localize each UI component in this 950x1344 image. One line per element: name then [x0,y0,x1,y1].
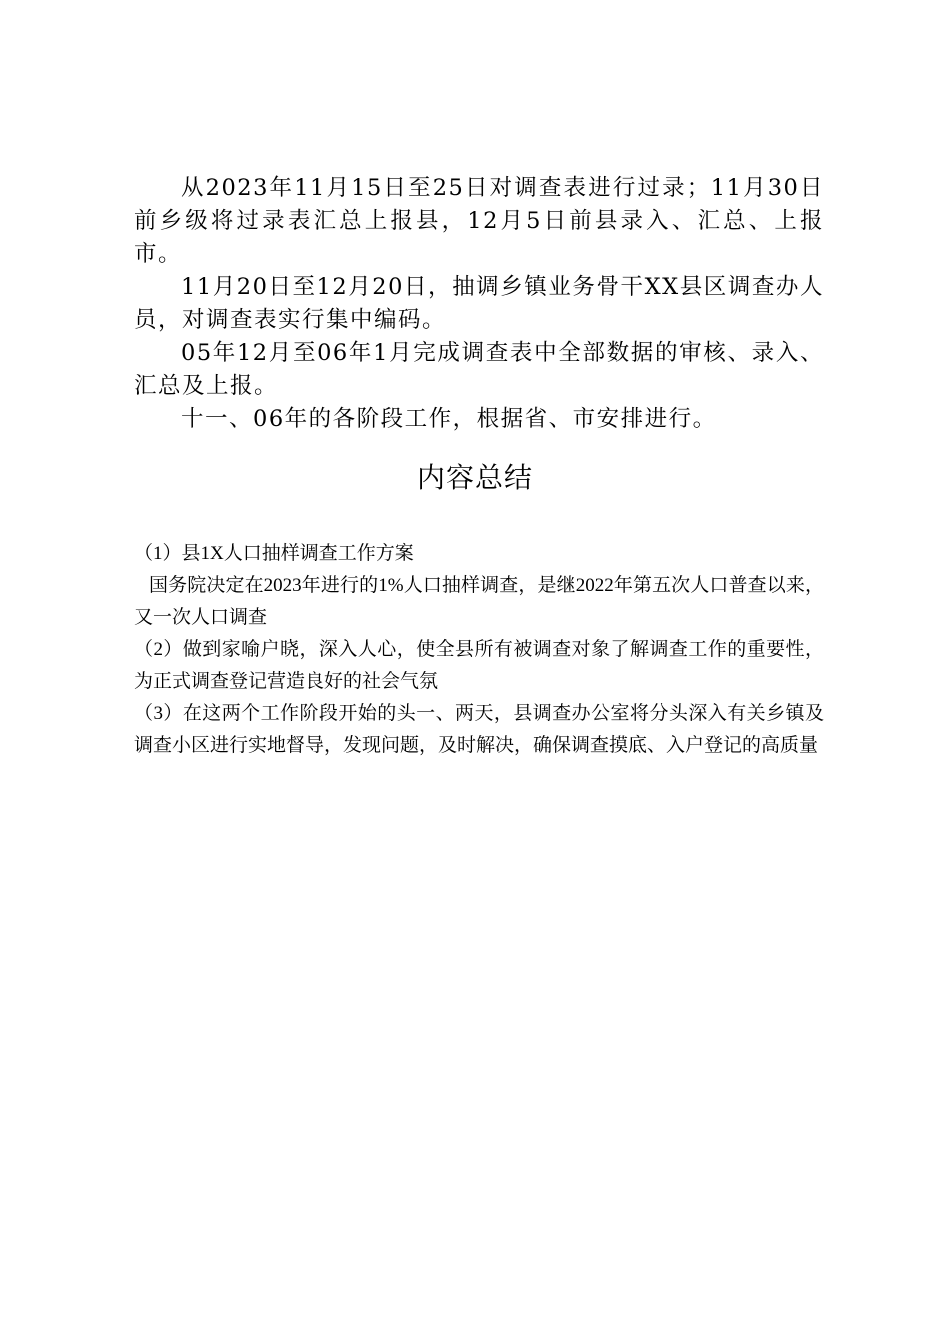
body-paragraph-2: 11月20日至12月20日，抽调乡镇业务骨干XX县区调查办人员，对调查表实行集中编码。 [134,274,824,333]
summary-title: 内容总结 [416,461,533,494]
summary-item-2: （2）做到家喻户晓，深入人心，使全县所有被调查对象了解调查工作的重要性，为正式调查登记营造良好的社会气氛 [134,639,824,692]
body-paragraph-4: 十一、06年的各阶段工作，根据省、市安排进行。 [181,406,717,432]
summary-item-3: （3）在这两个工作阶段开始的头一、两天，县调查办公室将分头深入有关乡镇及调查小区进行实地督导，发现问题，及时解决，确保调查摸底、入户登记的高质量 [134,703,824,756]
summary-item-1: （1）县1X人口抽样调查工作方案 [134,543,414,564]
summary-item-1-detail: 国务院决定在2023年进行的1%人口抽样调查，是继2022年第五次人口普查以来，又一次人口调查 [134,575,824,628]
body-paragraph-1: 从2023年11月15日至25日对调查表进行过录；11月30日前乡级将过录表汇总上报县，12月5日前县录入、汇总、上报市。 [134,175,824,267]
body-paragraph-3: 05年12月至06年1月完成调查表中全部数据的审核、录入、汇总及上报。 [134,340,824,399]
summary-section [134,538,824,762]
body-text [134,172,824,436]
